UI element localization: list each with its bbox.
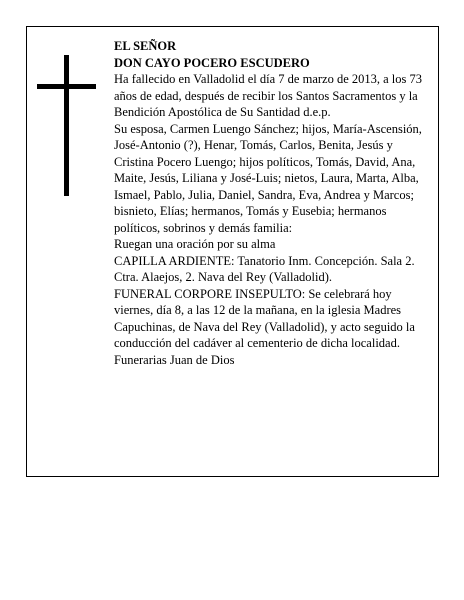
cross-horizontal-bar bbox=[37, 84, 96, 89]
deceased-name: DON CAYO POCERO ESCUDERO bbox=[114, 55, 310, 70]
family-paragraph: Su esposa, Carmen Luengo Sánchez; hijos, María-Ascensión, José-Antonio (?), Henar, Tomás, Carlos, Benita, Jesús y Cristina Pocero Luengo; hijos políticos, Tomás, David, Ana, Maite, Jesús, Liliana y José-Luis; nietos, Laura, Marta, Alba, Ismael, Pablo, Julia, Daniel, Sandra, Eva, Andrea y Marcos; bisnieto, Elías; hermanos, Tomás y Eusebia; hermanos políticos, sobrinos y demás familia: bbox=[114, 121, 422, 235]
chapel-paragraph: CAPILLA ARDIENTE: Tanatorio Inm. Concepción. Sala 2. Ctra. Alaejos, 2. Nava del Rey (Valladolid). bbox=[114, 253, 415, 284]
funeral-paragraph: FUNERAL CORPORE INSEPULTO: Se celebrará hoy viernes, día 8, a las 12 de la mañana, en la iglesia Madres Capuchinas, de Nava del Rey (Valladolid), y acto seguido la conducción del cadáver al cementerio de dicha localidad. bbox=[114, 286, 415, 350]
cross-vertical-bar bbox=[64, 55, 69, 196]
prayer-request-paragraph: Ruegan una oración por su alma bbox=[114, 237, 276, 251]
notice-heading-title: EL SEÑOR bbox=[114, 39, 177, 53]
death-announcement-paragraph: Ha fallecido en Valladolid el día 7 de marzo de 2013, a los 73 años de edad, después de recibir los Santos Sacramentos y la Bendición Apostólica de Su Santidad d.e.p. bbox=[114, 72, 423, 119]
obituary-text bbox=[114, 38, 424, 368]
funeral-home-paragraph: Funerarias Juan de Dios bbox=[114, 352, 235, 367]
